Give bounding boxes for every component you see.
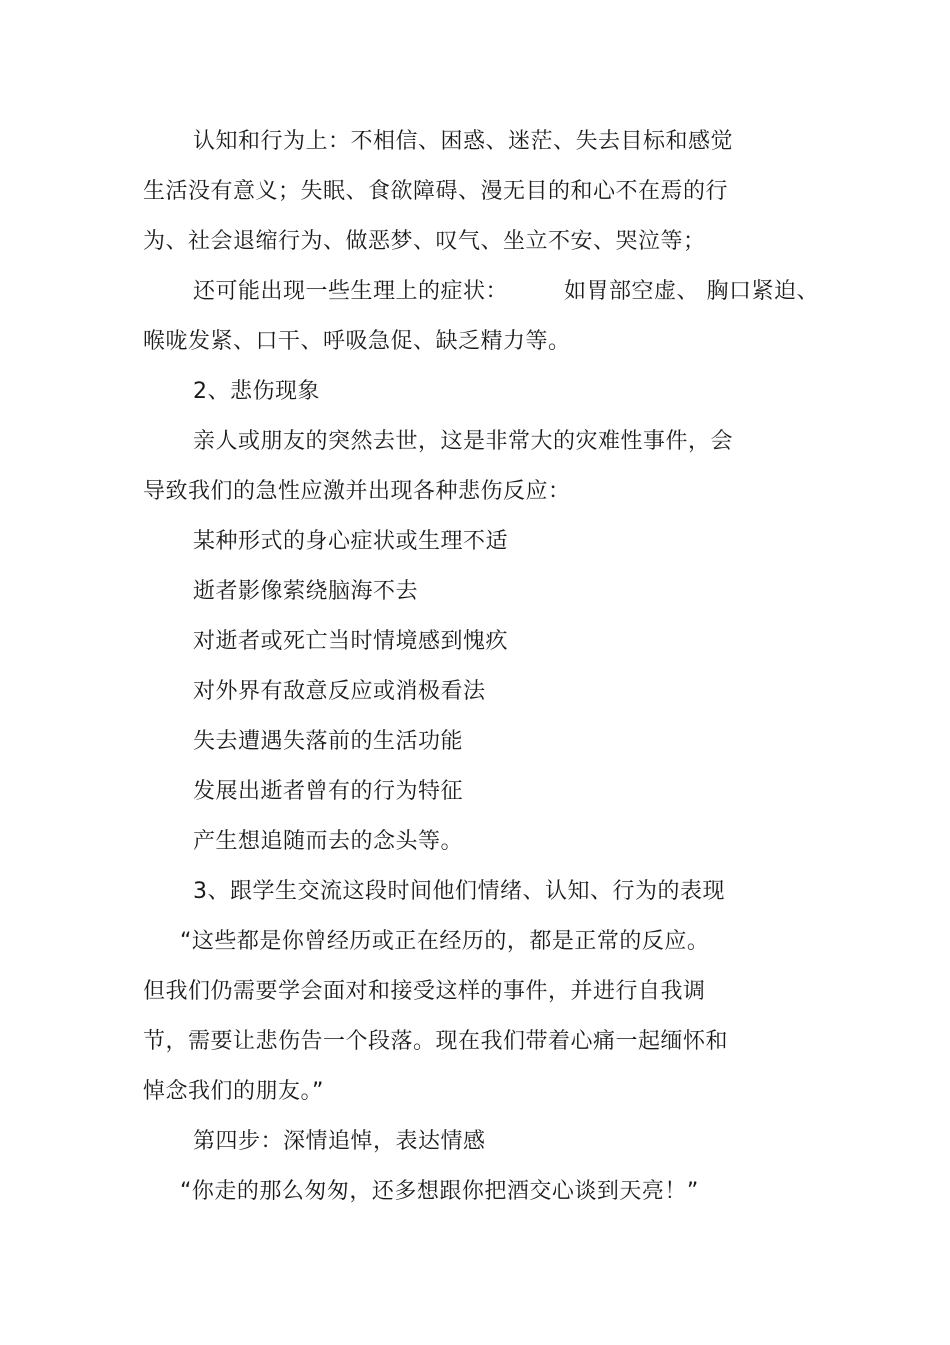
paragraph-line: 喉咙发紧、口干、呼吸急促、缺乏精力等。	[143, 329, 571, 354]
paragraph-line: 认知和行为上：不相信、困惑、迷茫、失去目标和感觉	[193, 129, 734, 154]
paragraph-line: 悼念我们的朋友。”	[143, 1079, 324, 1104]
section-heading: 2、悲伤现象	[193, 379, 320, 404]
paragraph-line: 但我们仍需要学会面对和接受这样的事件，并进行自我调	[143, 979, 706, 1004]
section-heading: 第四步：深情追悼，表达情感	[193, 1129, 486, 1154]
paragraph-line: 节，需要让悲伤告一个段落。现在我们带着心痛一起缅怀和	[143, 1029, 729, 1054]
list-item: 失去遭遇失落前的生活功能	[193, 729, 464, 754]
paragraph-segment: 如胃部空虚、 胸口紧迫、	[564, 279, 820, 304]
list-item: 产生想追随而去的念头等。	[193, 829, 464, 854]
paragraph-line	[193, 277, 819, 307]
paragraph-line: “你走的那么匆匆，还多想跟你把酒交心谈到天亮！”	[180, 1179, 699, 1204]
list-item: 逝者影像萦绕脑海不去	[193, 579, 419, 604]
list-item: 对逝者或死亡当时情境感到愧疚	[193, 629, 509, 654]
paragraph-line: 生活没有意义；失眠、食欲障碍、漫无目的和心不在焉的行	[143, 179, 729, 204]
paragraph-line: “这些都是你曾经历或正在经历的，都是正常的反应。	[180, 929, 710, 954]
section-heading: 3、跟学生交流这段时间他们情绪、认知、行为的表现	[193, 879, 725, 904]
paragraph-line: 为、社会退缩行为、做恶梦、叹气、坐立不安、哭泣等；	[143, 229, 706, 254]
paragraph-segment: 还可能出现一些生理上的症状：	[193, 279, 509, 304]
list-item: 某种形式的身心症状或生理不适	[193, 529, 509, 554]
paragraph-line: 导致我们的急性应激并出现各种悲伤反应：	[143, 479, 571, 504]
list-item: 发展出逝者曾有的行为特征	[193, 779, 464, 804]
paragraph-line: 亲人或朋友的突然去世，这是非常大的灾难性事件，会	[193, 429, 734, 454]
list-item: 对外界有敌意反应或消极看法	[193, 679, 486, 704]
